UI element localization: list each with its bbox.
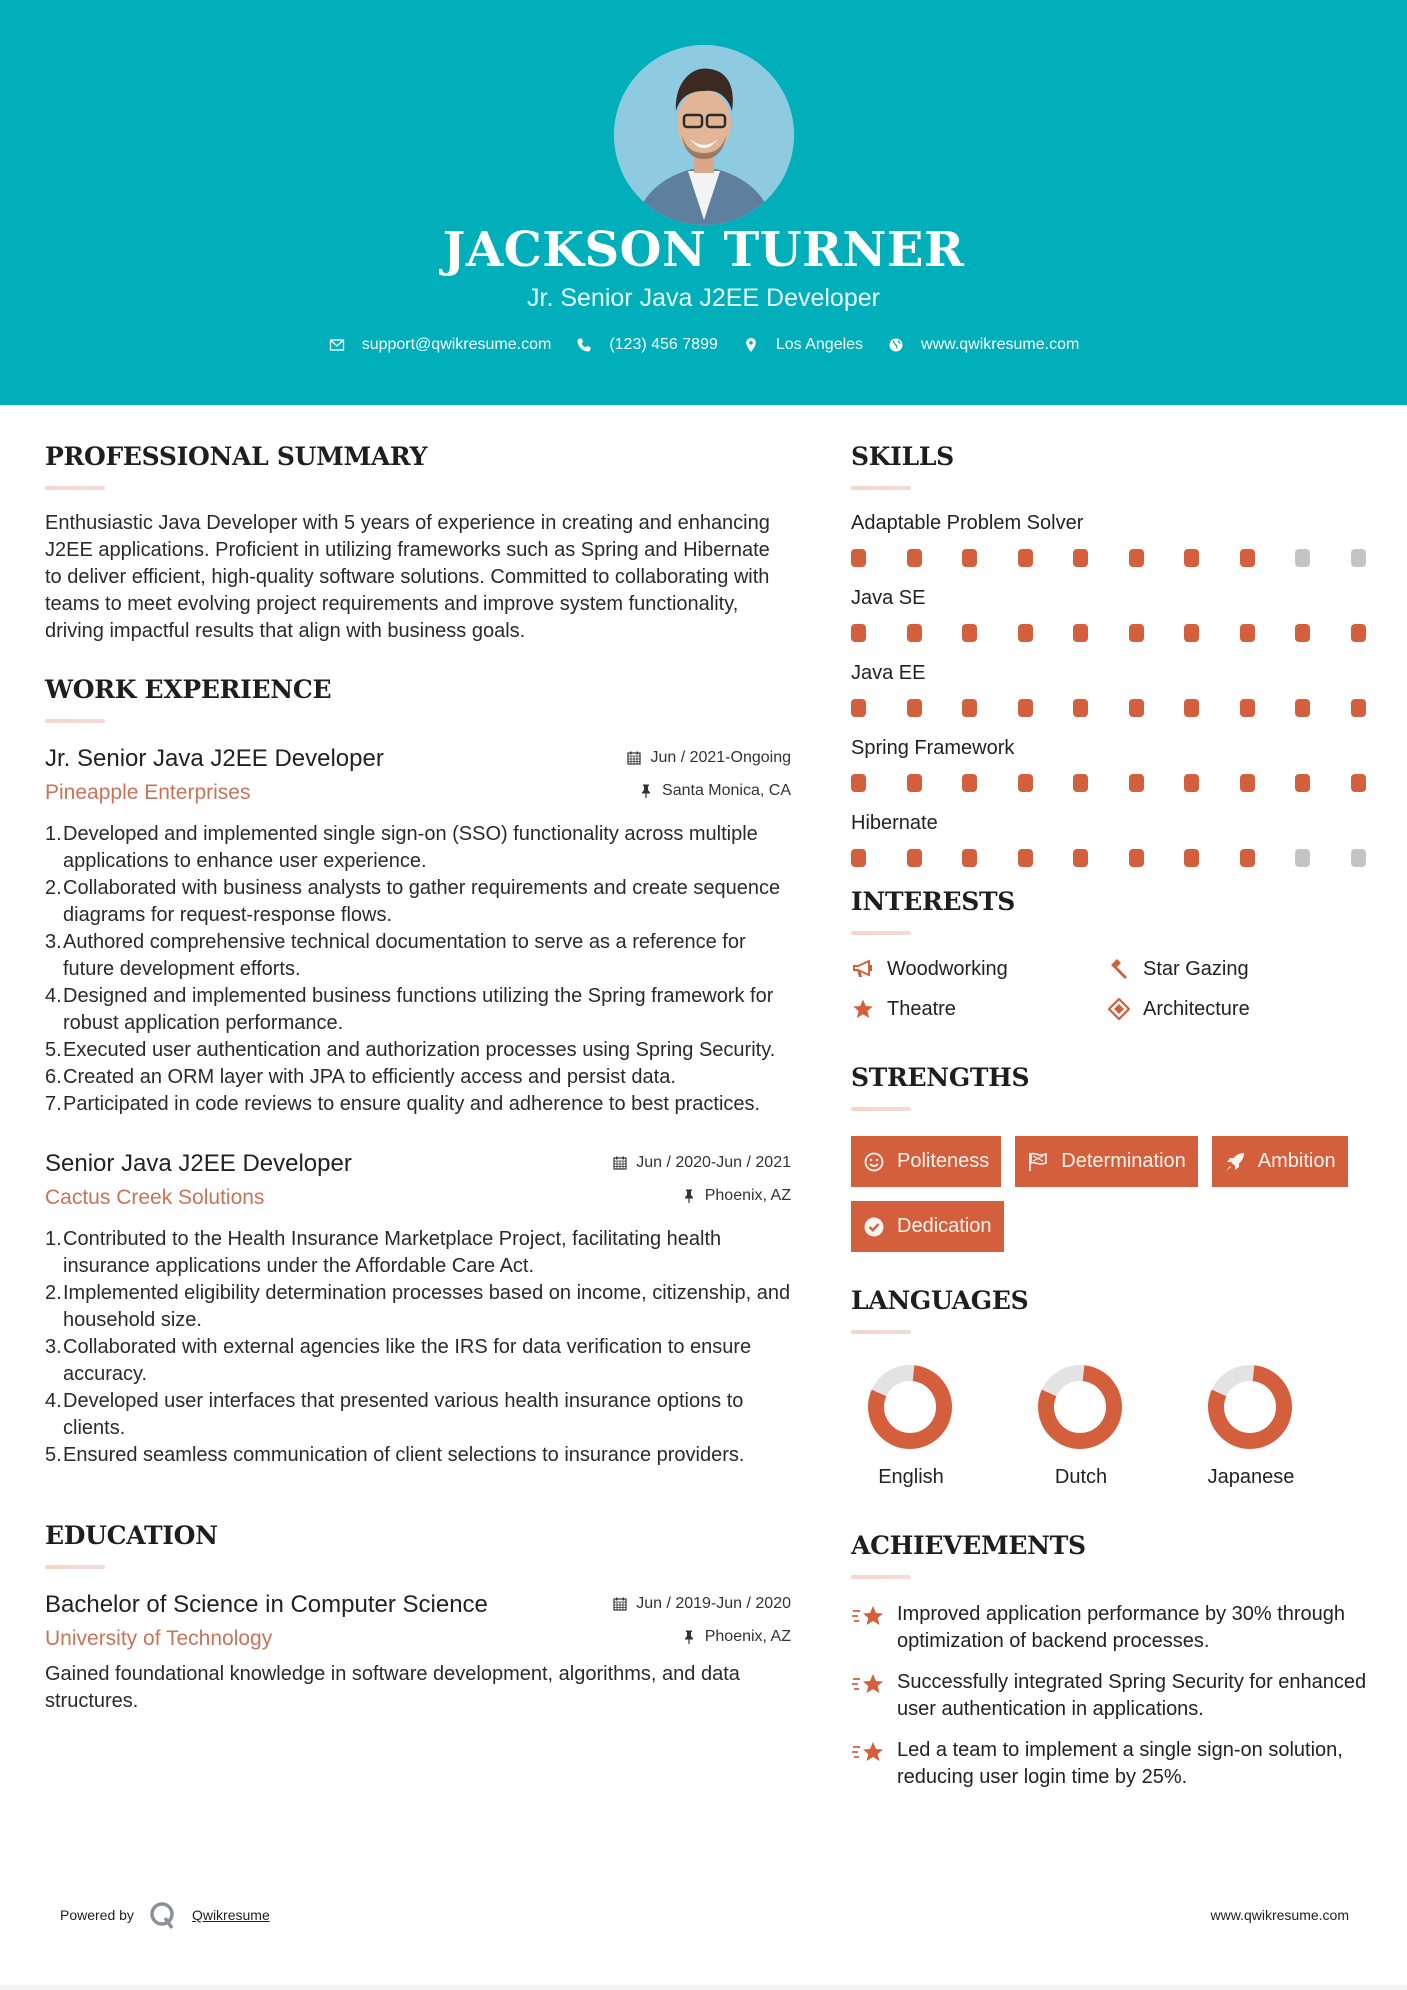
bullet-item: 1. Developed and implemented single sign-on (SSO) functionality across multiple applications to enhance user experience. [45,823,758,872]
contact-phone-text: (123) 456 7899 [609,336,718,353]
section-underline [45,719,105,723]
bullet-item: 2. Collaborated with business analysts to gather requirements and create sequence diagrams for request-response flows. [45,877,781,926]
section-heading: EDUCATION [45,1521,218,1550]
degree-title: Bachelor of Science in Computer Science [45,1591,488,1618]
job-entry [45,745,791,1118]
contact-website-text: www.qwikresume.com [921,336,1080,353]
rating-dot-filled [1184,699,1199,717]
section-experience [45,673,791,1469]
rating-dot-filled [1073,624,1088,642]
interest-item: Star Gazing [1107,957,1347,981]
candidate-title: Jr. Senior Java J2EE Developer [527,284,880,312]
smile-icon [863,1151,885,1173]
rocket-icon [1224,1151,1246,1173]
rating-dot-empty [1295,549,1310,567]
job-bullets [45,821,791,1118]
skill-item [851,810,1371,867]
language-donut-chart [1207,1364,1293,1450]
flag-icon [1027,1151,1049,1173]
interests-list [851,957,1371,1021]
rating-dot-filled [851,849,866,867]
job-date: Jun / 2020-Jun / 2021 [612,1154,791,1172]
skill-rating [851,699,1371,717]
contact-email-text: support@qwikresume.com [361,336,552,353]
rating-dot-filled [1129,699,1144,717]
rating-dot-filled [1240,849,1255,867]
rating-dot-filled [962,849,977,867]
shooting-star-icon [851,1739,887,1767]
rating-dot-filled [1018,849,1033,867]
strength-badge: Ambition [1212,1136,1348,1187]
powered-by-label: Powered by [60,1907,134,1923]
rating-dot-filled [851,699,866,717]
achievement-text: Led a team to implement a single sign-on solution, reducing user login time by 25%. [897,1739,1343,1788]
rating-dot-filled [1240,774,1255,792]
qwikresume-link[interactable]: Qwikresume [191,1907,270,1923]
section-achievements [851,1529,1371,1791]
interest-item: Woodworking [851,957,1107,981]
section-heading: LANGUAGES [851,1286,1029,1315]
rating-dot-filled [1351,774,1366,792]
globe-icon [887,336,905,354]
calendar-icon [626,750,642,766]
skill-name: Java EE [851,662,926,684]
avatar-illustration [614,45,794,225]
profile-photo [614,45,794,225]
rating-dot-filled [851,624,866,642]
bullet-item: 5. Executed user authentication and authorization processes using Spring Security. [45,1039,776,1061]
rating-dot-filled [1018,624,1033,642]
check-circle-icon [863,1216,885,1238]
section-heading: STRENGTHS [851,1063,1030,1092]
rating-dot-filled [907,699,922,717]
rating-dot-empty [1295,849,1310,867]
achievement-item [851,1669,1371,1723]
rating-dot-filled [962,774,977,792]
skills-list [851,510,1371,867]
rating-dot-filled [1073,549,1088,567]
resume-header [0,0,1407,405]
language-name: Dutch [1054,1466,1108,1488]
school-name: University of Technology [45,1627,273,1650]
language-donut-chart [867,1364,953,1450]
language-item [1021,1364,1191,1489]
achievement-item [851,1601,1371,1655]
rating-dot-filled [1129,624,1144,642]
skill-item [851,585,1371,642]
rating-dot-empty [1351,549,1366,567]
rating-dot-filled [1240,699,1255,717]
qwikresume-logo-icon [148,1900,178,1930]
education-entry [45,1591,791,1715]
pushpin-icon [681,1188,697,1204]
skill-name: Adaptable Problem Solver [851,512,1084,534]
bullet-item: 7. Participated in code reviews to ensure quality and adherence to best practices. [45,1093,761,1115]
rating-dot-filled [1073,699,1088,717]
section-underline [851,1107,911,1111]
rating-dot-filled [962,699,977,717]
section-underline [851,1575,911,1579]
skill-name: Spring Framework [851,737,1015,759]
skill-name: Hibernate [851,812,938,834]
section-underline [851,931,911,935]
envelope-icon [328,336,346,354]
rating-dot-filled [851,549,866,567]
rating-dot-filled [1184,849,1199,867]
megaphone-icon [851,957,875,981]
section-heading: ACHIEVEMENTS [851,1531,1086,1560]
calendar-icon [612,1155,628,1171]
footer-powered-by [60,1900,270,1930]
rating-dot-filled [907,624,922,642]
bullet-item: 2. Implemented eligibility determination processes based on income, citizenship, and household size. [45,1282,791,1331]
bullet-item: 4. Designed and implemented business functions utilizing the Spring framework for robust application performance. [45,985,774,1034]
gavel-icon [1107,957,1131,981]
candidate-name: JACKSON TURNER [442,222,965,278]
rating-dot-filled [1073,774,1088,792]
rating-dot-filled [907,774,922,792]
contact-bar [0,336,1407,354]
section-underline [45,1565,105,1569]
calendar-icon [612,1596,628,1612]
rating-dot-filled [1073,849,1088,867]
star-icon [851,997,875,1021]
contact-website[interactable] [887,336,1079,354]
pushpin-icon [681,1629,697,1645]
company-name: Pineapple Enterprises [45,781,251,804]
rating-dot-filled [1129,849,1144,867]
job-location: Santa Monica, CA [638,782,791,800]
bullet-item: 4. Developed user interfaces that presented various health insurance options to clients. [45,1390,744,1439]
rating-dot-filled [907,849,922,867]
strength-badge: Politeness [851,1136,1001,1187]
company-name: Cactus Creek Solutions [45,1186,265,1209]
achievement-item [851,1737,1371,1791]
achievement-text: Improved application performance by 30% through optimization of backend processes. [897,1603,1346,1652]
education-location: Phoenix, AZ [681,1628,791,1646]
job-date: Jun / 2021-Ongoing [626,749,791,767]
rating-dot-filled [1184,549,1199,567]
contact-email[interactable] [328,336,552,354]
bullet-item: 6. Created an ORM layer with JPA to efficiently access and persist data. [45,1066,676,1088]
ticket-icon [1107,997,1131,1021]
rating-dot-filled [1351,699,1366,717]
section-heading: WORK EXPERIENCE [45,675,332,704]
rating-dot-filled [1018,699,1033,717]
right-column [851,440,1371,1791]
language-item [1191,1364,1361,1489]
skill-item [851,660,1371,717]
section-heading: INTERESTS [851,887,1016,916]
phone-icon [575,336,593,354]
strength-badge: Determination [1015,1136,1198,1187]
skill-rating [851,549,1371,567]
contact-location-text: Los Angeles [775,336,864,353]
languages-list [851,1364,1371,1489]
rating-dot-filled [962,624,977,642]
job-bullets [45,1226,791,1469]
strengths-list [851,1136,1371,1266]
shooting-star-icon [851,1603,887,1631]
skill-name: Java SE [851,587,926,609]
section-underline [851,486,911,490]
achievements-list [851,1601,1371,1791]
rating-dot-filled [1184,774,1199,792]
skill-rating [851,774,1371,792]
rating-dot-filled [962,549,977,567]
job-entry [45,1150,791,1469]
skill-item [851,735,1371,792]
footer-url[interactable]: www.qwikresume.com [1210,1907,1349,1923]
bullet-item: 5. Ensured seamless communication of client selections to insurance providers. [45,1444,745,1466]
rating-dot-filled [1240,549,1255,567]
rating-dot-filled [1351,624,1366,642]
section-heading: SKILLS [851,442,954,471]
rating-dot-filled [1018,774,1033,792]
rating-dot-filled [1295,624,1310,642]
strength-badge: Dedication [851,1201,1004,1252]
interest-item: Theatre [851,997,1107,1021]
education-description: Gained foundational knowledge in software development, algorithms, and data structures. [45,1663,740,1712]
section-heading: PROFESSIONAL SUMMARY [45,442,428,471]
contact-location [742,336,863,354]
rating-dot-filled [1240,624,1255,642]
language-name: Japanese [1207,1466,1295,1488]
rating-dot-empty [1351,849,1366,867]
education-date: Jun / 2019-Jun / 2020 [612,1595,791,1613]
job-location: Phoenix, AZ [681,1187,791,1205]
bullet-item: 3. Authored comprehensive technical documentation to serve as a reference for future development efforts. [45,931,746,980]
job-title: Senior Java J2EE Developer [45,1150,352,1177]
shooting-star-icon [851,1671,887,1699]
rating-dot-filled [1129,549,1144,567]
skill-item [851,510,1371,567]
skill-rating [851,849,1371,867]
rating-dot-filled [851,774,866,792]
summary-text: Enthusiastic Java Developer with 5 years of experience in creating and enhancing J2EE applications. Proficient in utilizing frameworks such as Spring and Hibernate to deliver efficient, high-quality software solutions. Committed to collaborating with teams to meet evolving project requirements and improve system functionality, driving impactful results that align with business goals. [45,512,770,642]
language-name: English [878,1466,944,1488]
section-underline [851,1330,911,1334]
rating-dot-filled [1295,699,1310,717]
rating-dot-filled [1295,774,1310,792]
left-column [45,440,791,1715]
rating-dot-filled [1129,774,1144,792]
job-title: Jr. Senior Java J2EE Developer [45,745,384,772]
section-underline [45,486,105,490]
section-strengths [851,1061,1371,1266]
skill-rating [851,624,1371,642]
interest-item: Architecture [1107,997,1347,1021]
contact-phone[interactable] [575,336,718,354]
section-languages [851,1284,1371,1489]
section-education [45,1519,791,1715]
achievement-text: Successfully integrated Spring Security for enhanced user authentication in applications. [897,1671,1367,1720]
pushpin-icon [638,783,654,799]
section-skills [851,440,1371,867]
bullet-item: 3. Collaborated with external agencies like the IRS for data verification to ensure accuracy. [45,1336,752,1385]
map-pin-icon [742,336,760,354]
section-summary [45,440,791,645]
page-bottom-edge [0,1985,1407,1990]
language-item [851,1364,1021,1489]
rating-dot-filled [1018,549,1033,567]
section-interests [851,885,1371,1021]
rating-dot-filled [907,549,922,567]
rating-dot-filled [1184,624,1199,642]
bullet-item: 1. Contributed to the Health Insurance Marketplace Project, facilitating health insurance applications under the Affordable Care Act. [45,1228,722,1277]
language-donut-chart [1037,1364,1123,1450]
